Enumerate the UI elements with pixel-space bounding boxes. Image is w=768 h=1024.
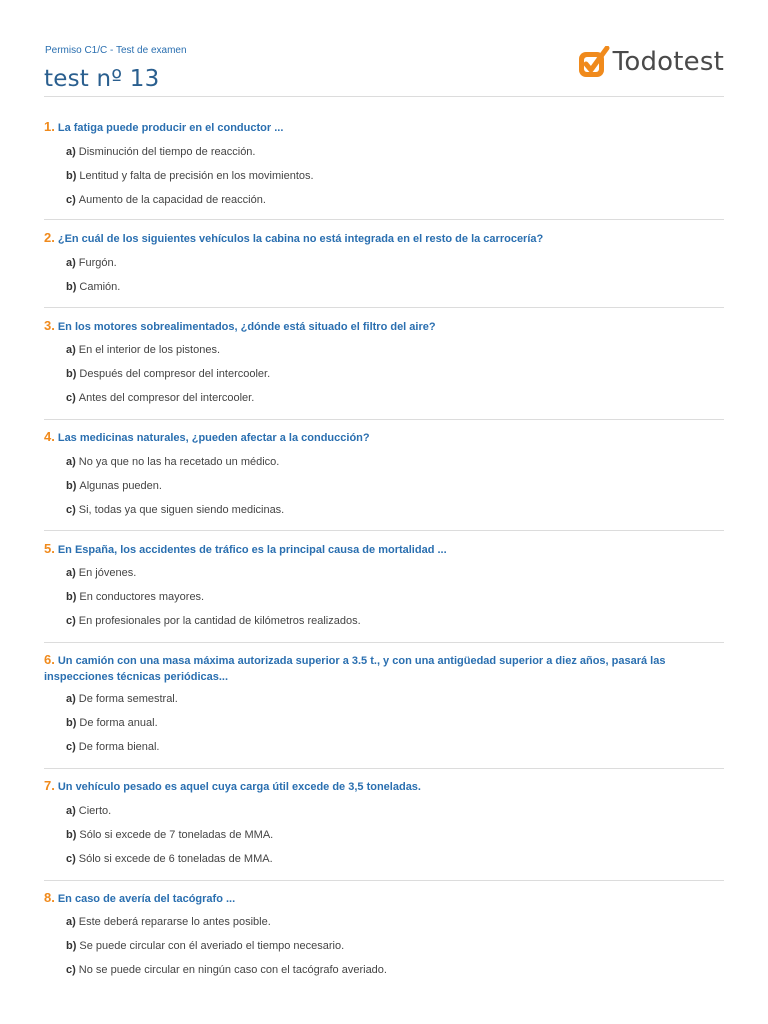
- answer-text: Lentitud y falta de precisión en los movimientos.: [79, 170, 314, 182]
- question-number: 2.: [44, 230, 55, 245]
- answer-text: Camión.: [79, 281, 121, 293]
- answer-option[interactable]: [66, 566, 136, 580]
- answer-option[interactable]: [66, 193, 266, 207]
- answer-option[interactable]: [66, 367, 270, 381]
- answer-letter: a): [66, 257, 76, 269]
- question-title: [44, 778, 724, 795]
- answer-letter: a): [66, 146, 76, 158]
- question-divider: [44, 880, 724, 881]
- answer-text: En jóvenes.: [78, 567, 137, 579]
- page-header: [44, 0, 724, 97]
- answer-text: Sólo si excede de 7 toneladas de MMA.: [79, 829, 274, 841]
- answer-letter: b): [66, 281, 77, 293]
- answer-letter: b): [66, 368, 77, 380]
- answer-letter: b): [66, 591, 77, 603]
- answer-letter: c): [66, 741, 76, 753]
- answer-letter: b): [66, 170, 77, 182]
- answer-letter: b): [66, 480, 77, 492]
- answer-option[interactable]: [66, 740, 160, 754]
- answer-text: Algunas pueden.: [79, 480, 162, 492]
- question-number: 8.: [44, 890, 55, 905]
- question-number: 4.: [44, 429, 55, 444]
- answer-option[interactable]: [66, 828, 273, 842]
- answer-text: De forma bienal.: [78, 741, 160, 753]
- answer-text: En el interior de los pistones.: [78, 344, 221, 356]
- answer-option[interactable]: [66, 391, 254, 405]
- question-number: 3.: [44, 318, 55, 333]
- question-number: 7.: [44, 778, 55, 793]
- question-text: En los motores sobrealimentados, ¿dónde está situado el filtro del aire?: [57, 321, 436, 333]
- answer-option[interactable]: [66, 169, 314, 183]
- answer-option[interactable]: [66, 145, 255, 159]
- question-text: ¿En cuál de los siguientes vehículos la cabina no está integrada en el resto de la carrocería?: [57, 233, 544, 245]
- todotest-logo[interactable]: [578, 44, 724, 80]
- answer-letter: a): [66, 344, 76, 356]
- question-title: [44, 119, 724, 136]
- answer-letter: c): [66, 615, 76, 627]
- answer-text: En conductores mayores.: [79, 591, 205, 603]
- answer-option[interactable]: [66, 852, 273, 866]
- answer-letter: a): [66, 567, 76, 579]
- question-divider: [44, 219, 724, 220]
- question-title: [44, 318, 724, 335]
- answer-option[interactable]: [66, 280, 120, 294]
- question-title: [44, 429, 724, 446]
- question-divider: [44, 419, 724, 420]
- question-number: 5.: [44, 541, 55, 556]
- answer-text: No se puede circular en ningún caso con el tacógrafo averiado.: [78, 964, 387, 976]
- question-text: En caso de avería del tacógrafo ...: [57, 893, 236, 905]
- answer-text: De forma anual.: [79, 717, 158, 729]
- question-title: [44, 230, 724, 247]
- answer-text: Este deberá repararse lo antes posible.: [78, 916, 271, 928]
- answer-letter: c): [66, 504, 76, 516]
- logo-wordmark: Todotest: [612, 47, 724, 77]
- page-title: test nº 13: [44, 66, 160, 92]
- answer-letter: c): [66, 392, 76, 404]
- answer-option[interactable]: [66, 455, 279, 469]
- answer-option[interactable]: [66, 503, 284, 517]
- answer-text: Disminución del tiempo de reacción.: [78, 146, 256, 158]
- answer-letter: c): [66, 853, 76, 865]
- question-title: [44, 890, 724, 907]
- question-number: 1.: [44, 119, 55, 134]
- question-text: Un camión con una masa máxima autorizada superior a 3.5 t., y con una antigüedad superior a diez años, pasará las inspecciones técnicas periódicas...: [44, 655, 666, 683]
- answer-letter: c): [66, 194, 76, 206]
- question-text: Un vehículo pesado es aquel cuya carga útil excede de 3,5 toneladas.: [57, 781, 421, 793]
- answer-option[interactable]: [66, 590, 204, 604]
- answer-text: Se puede circular con él averiado el tiempo necesario.: [79, 940, 345, 952]
- answer-option[interactable]: [66, 614, 361, 628]
- answer-letter: c): [66, 964, 76, 976]
- answer-option[interactable]: [66, 915, 271, 929]
- answer-option[interactable]: [66, 343, 220, 357]
- question-divider: [44, 768, 724, 769]
- answer-letter: a): [66, 916, 76, 928]
- answer-text: No ya que no las ha recetado un médico.: [78, 456, 280, 468]
- answer-letter: b): [66, 940, 77, 952]
- question-text: La fatiga puede producir en el conductor ...: [57, 122, 284, 134]
- answer-text: Sólo si excede de 6 toneladas de MMA.: [78, 853, 273, 865]
- answer-text: Aumento de la capacidad de reacción.: [78, 194, 266, 206]
- answer-letter: b): [66, 829, 77, 841]
- answer-option[interactable]: [66, 804, 111, 818]
- answer-option[interactable]: [66, 939, 344, 953]
- answer-text: Si, todas ya que siguen siendo medicinas.: [78, 504, 285, 516]
- check-badge-icon: [578, 46, 610, 78]
- page-subtitle: Permiso C1/C - Test de examen: [45, 45, 187, 56]
- answer-option[interactable]: [66, 963, 387, 977]
- answer-option[interactable]: [66, 479, 162, 493]
- answer-text: De forma semestral.: [78, 693, 178, 705]
- answer-option[interactable]: [66, 716, 158, 730]
- answer-text: Furgón.: [78, 257, 117, 269]
- question-text: En España, los accidentes de tráfico es la principal causa de mortalidad ...: [57, 544, 447, 556]
- answer-text: En profesionales por la cantidad de kilómetros realizados.: [78, 615, 361, 627]
- answer-text: Antes del compresor del intercooler.: [78, 392, 255, 404]
- answer-option[interactable]: [66, 256, 117, 270]
- question-title: [44, 541, 724, 558]
- question-divider: [44, 642, 724, 643]
- question-number: 6.: [44, 652, 55, 667]
- answer-text: Cierto.: [78, 805, 112, 817]
- question-text: Las medicinas naturales, ¿pueden afectar a la conducción?: [57, 432, 370, 444]
- answer-letter: a): [66, 693, 76, 705]
- answer-letter: a): [66, 456, 76, 468]
- answer-letter: b): [66, 717, 77, 729]
- answer-text: Después del compresor del intercooler.: [79, 368, 271, 380]
- answer-option[interactable]: [66, 692, 178, 706]
- answer-letter: a): [66, 805, 76, 817]
- question-divider: [44, 530, 724, 531]
- question-divider: [44, 307, 724, 308]
- question-title: [44, 652, 724, 685]
